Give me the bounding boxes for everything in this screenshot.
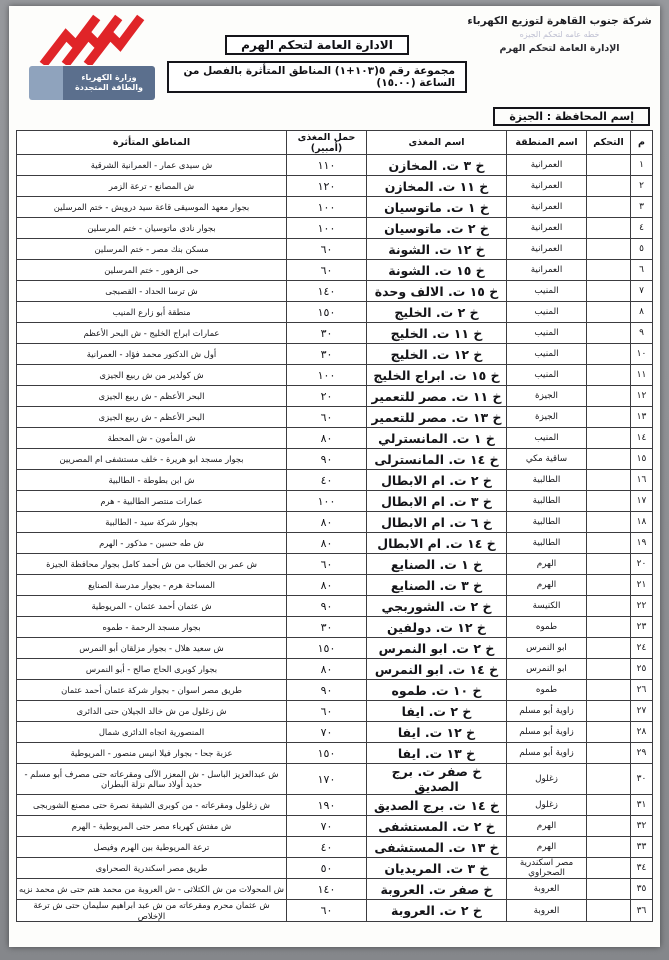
control-cell [587, 155, 631, 176]
table-row [17, 764, 653, 795]
control-cell [587, 837, 631, 858]
row-number: ٢٨ [631, 722, 653, 743]
table-row [17, 323, 653, 344]
feeder-load: ١٤٠ [287, 281, 367, 302]
affected-areas: حى الزهور - ختم المرسلين [17, 260, 287, 281]
table-row [17, 795, 653, 816]
header-control: التحكم [587, 131, 631, 155]
area-name: العمرانية [507, 218, 587, 239]
feeder-name: خ ١٥ ت. الشونة [367, 260, 507, 281]
row-number: ١٧ [631, 491, 653, 512]
ministry-name [63, 66, 155, 100]
affected-areas: ش عثمان محرم ومقرعاته من ش عبد ابراهيم سليمان حتى ش ترعة الإخلاص [17, 900, 287, 922]
feeder-load: ٣٠ [287, 617, 367, 638]
feeder-name: خ ١٤ ت. ام الابطال [367, 533, 507, 554]
feeder-name: خ ٢ ت. الخليج [367, 302, 507, 323]
row-number: ١٣ [631, 407, 653, 428]
affected-areas: بجوار مسجد الرحمة - طموه [17, 617, 287, 638]
feeder-load: ١٠٠ [287, 365, 367, 386]
feeder-name: خ ٢ ت. ام الابطال [367, 470, 507, 491]
feeder-load: ٣٠ [287, 323, 367, 344]
area-name: الهرم [507, 575, 587, 596]
feeder-load: ٩٠ [287, 449, 367, 470]
table-row [17, 638, 653, 659]
row-number: ٣٦ [631, 900, 653, 922]
title-block [167, 11, 467, 93]
row-number: ١٠ [631, 344, 653, 365]
feeder-name: خ ٢ ت. العروبة [367, 900, 507, 922]
affected-areas: ش زغلول ومقرعاته - من كوبرى الشيفة نصرة حتى مصنع الشوربجى [17, 795, 287, 816]
table-header-row [17, 131, 653, 155]
affected-areas: أول ش الدكتور محمد فؤاد - العمرانية [17, 344, 287, 365]
row-number: ٣٢ [631, 816, 653, 837]
control-cell [587, 365, 631, 386]
feeder-load: ٦٠ [287, 554, 367, 575]
ministry-name-line2: والطاقة المتجددة [75, 83, 143, 92]
row-number: ٣٤ [631, 858, 653, 879]
affected-areas: عمارات منتصر الطالبية - هرم [17, 491, 287, 512]
table-row [17, 722, 653, 743]
affected-areas: ش سيدى عمار - العمرانية الشرقية [17, 155, 287, 176]
feeder-name: خ صفر ت. برج الصديق [367, 764, 507, 795]
feeder-load: ١٢٠ [287, 176, 367, 197]
area-name: زاوية أبو مسلم [507, 701, 587, 722]
control-cell [587, 239, 631, 260]
area-name: الجيزة [507, 407, 587, 428]
feeder-load: ٦٠ [287, 900, 367, 922]
feeder-name: خ ١٢ ت. الشونة [367, 239, 507, 260]
table-row [17, 900, 653, 922]
area-name: الهرم [507, 837, 587, 858]
control-cell [587, 701, 631, 722]
row-number: ٢٦ [631, 680, 653, 701]
affected-areas: بجوار كوبرى الحاج صالح - أبو النمرس [17, 659, 287, 680]
group-title: مجموعة رقم ٥(١٠٣+١) المناطق المتأثرة بالفصل من الساعة (١٥.٠٠) [167, 61, 467, 93]
control-cell [587, 659, 631, 680]
feeder-load: ٤٠ [287, 470, 367, 491]
affected-areas: بجوار مسجد ابو هريرة - خلف مستشفى ام المصريين [17, 449, 287, 470]
affected-areas: المنصورية اتجاه الدائرى شمال [17, 722, 287, 743]
feeder-name: خ ١ ت. الصنايع [367, 554, 507, 575]
control-cell [587, 764, 631, 795]
affected-areas: مسكن بنك مصر - ختم المرسلين [17, 239, 287, 260]
feeder-load: ٣٠ [287, 344, 367, 365]
feeder-load: ٥٠ [287, 858, 367, 879]
area-name: العمرانية [507, 260, 587, 281]
feeder-name: خ ١٥ ت. ابراج الخليج [367, 365, 507, 386]
feeder-name: خ ١ ت. ماتوسيان [367, 197, 507, 218]
control-cell [587, 858, 631, 879]
row-number: ٩ [631, 323, 653, 344]
feeder-load: ١٥٠ [287, 302, 367, 323]
feeder-name: خ ١٠ ت. طموه [367, 680, 507, 701]
control-cell [587, 596, 631, 617]
feeder-name: خ ١١ ت. الخليج [367, 323, 507, 344]
control-cell [587, 428, 631, 449]
area-name: الطالبية [507, 470, 587, 491]
control-cell [587, 323, 631, 344]
feeder-load: ٩٠ [287, 680, 367, 701]
affected-areas: ش طه حسين - مذكور - الهرم [17, 533, 287, 554]
table-row [17, 659, 653, 680]
feeder-name: خ ١٢ ت. دولفين [367, 617, 507, 638]
area-name: ابو النمرس [507, 659, 587, 680]
row-number: ٢ [631, 176, 653, 197]
feeder-name: خ ٢ ت. ايفا [367, 701, 507, 722]
table-row [17, 470, 653, 491]
control-cell [587, 449, 631, 470]
feeder-name: خ ١٣ ت. مصر للتعمير [367, 407, 507, 428]
table-row [17, 879, 653, 900]
area-name: مصر اسكندرية الصحراوي [507, 858, 587, 879]
table-row [17, 386, 653, 407]
row-number: ٣٠ [631, 764, 653, 795]
feeder-load: ١٠٠ [287, 491, 367, 512]
affected-areas: ش سعيد هلال - بجوار مزلقان أبو النمرس [17, 638, 287, 659]
feeder-load: ٨٠ [287, 533, 367, 554]
feeder-name: خ ١١ ت. المخازن [367, 176, 507, 197]
feeder-name: خ ١٤ ت. المانسترلى [367, 449, 507, 470]
feeder-load: ٧٠ [287, 722, 367, 743]
control-cell [587, 344, 631, 365]
governorate-row [9, 105, 660, 130]
table-row [17, 281, 653, 302]
control-cell [587, 638, 631, 659]
area-name: طموه [507, 617, 587, 638]
table-row [17, 428, 653, 449]
control-cell [587, 795, 631, 816]
company-header [467, 11, 652, 56]
table-row [17, 858, 653, 879]
feeder-load: ٧٠ [287, 816, 367, 837]
control-cell [587, 260, 631, 281]
row-number: ٢٤ [631, 638, 653, 659]
affected-areas: ش عمر بن الخطاب من ش أحمد كامل بجوار محافظة الجيزة [17, 554, 287, 575]
row-number: ١٨ [631, 512, 653, 533]
control-cell [587, 722, 631, 743]
table-row [17, 239, 653, 260]
control-cell [587, 491, 631, 512]
feeder-load: ٢٠ [287, 386, 367, 407]
table-row [17, 218, 653, 239]
area-name: الجيزة [507, 386, 587, 407]
feeder-load: ٩٠ [287, 596, 367, 617]
feeder-load: ٦٠ [287, 239, 367, 260]
control-cell [587, 407, 631, 428]
control-cell [587, 743, 631, 764]
area-name: زغلول [507, 764, 587, 795]
row-number: ٥ [631, 239, 653, 260]
control-cell [587, 533, 631, 554]
ministry-logo-band [29, 66, 155, 100]
area-name: المنيب [507, 344, 587, 365]
area-name: العمرانية [507, 176, 587, 197]
feeder-name: خ ١ ت. المانسترلي [367, 428, 507, 449]
feeder-load: ٤٠ [287, 837, 367, 858]
feeder-name: خ ١١ ت. مصر للتعمير [367, 386, 507, 407]
area-name: العروبة [507, 879, 587, 900]
area-name: العمرانية [507, 155, 587, 176]
control-cell [587, 617, 631, 638]
affected-areas: منطقة أبو زارع المنيب [17, 302, 287, 323]
lightning-zigzag-icon [32, 13, 152, 65]
header-feeder: اسم المغذى [367, 131, 507, 155]
area-name: زغلول [507, 795, 587, 816]
document-page [9, 6, 660, 947]
area-name: المنيب [507, 281, 587, 302]
logo-light-box [29, 66, 63, 100]
area-name: المنيب [507, 323, 587, 344]
feeder-name: خ ٢ ت. الشوربجي [367, 596, 507, 617]
feeder-load: ٨٠ [287, 575, 367, 596]
header-affected: المناطق المتأثرة [17, 131, 287, 155]
area-name: المنيب [507, 302, 587, 323]
feeder-name: خ ١٤ ت. ابو النمرس [367, 659, 507, 680]
feeder-name: خ ٢ ت. ماتوسيان [367, 218, 507, 239]
table-row [17, 533, 653, 554]
row-number: ٢٠ [631, 554, 653, 575]
feeder-name: خ صفر ت. العروبة [367, 879, 507, 900]
row-number: ٢١ [631, 575, 653, 596]
affected-areas: ش ابن بطوطة - الطالبية [17, 470, 287, 491]
feeder-load: ٨٠ [287, 659, 367, 680]
table-row [17, 176, 653, 197]
feeder-name: خ ٢ ت. ابو النمرس [367, 638, 507, 659]
affected-areas: ش مفتش كهرباء مصر حتى المريوطية - الهرم [17, 816, 287, 837]
area-name: ابو النمرس [507, 638, 587, 659]
feeder-load: ١٩٠ [287, 795, 367, 816]
table-row [17, 837, 653, 858]
department-title: الادارة العامة لتحكم الهرم [225, 35, 409, 55]
area-name: العمرانية [507, 239, 587, 260]
row-number: ١٩ [631, 533, 653, 554]
affected-areas: بجوار شركة سيد - الطالبية [17, 512, 287, 533]
feeder-load: ٦٠ [287, 701, 367, 722]
affected-areas: ش المحولات من ش الكثلاثى - ش العروبة من محمد هتم حتى ش محمد نزيه [17, 879, 287, 900]
area-name: المنيب [507, 428, 587, 449]
table-row [17, 302, 653, 323]
control-cell [587, 554, 631, 575]
feeder-name: خ ١٢ ت. الخليج [367, 344, 507, 365]
area-name: الطالبية [507, 533, 587, 554]
area-name: طموه [507, 680, 587, 701]
control-cell [587, 218, 631, 239]
feeder-load: ١٧٠ [287, 764, 367, 795]
row-number: ٣١ [631, 795, 653, 816]
control-cell [587, 900, 631, 922]
table-row [17, 407, 653, 428]
table-row [17, 596, 653, 617]
table-row [17, 680, 653, 701]
company-subtitle: خطه عامه لتحكم الجيزه [519, 30, 600, 40]
control-cell [587, 680, 631, 701]
affected-areas: ش زغلول من ش خالد الجيلان حتى الدائرى [17, 701, 287, 722]
feeder-name: خ ٣ ت. المريديان [367, 858, 507, 879]
row-number: ١٥ [631, 449, 653, 470]
feeder-load: ١٠٠ [287, 218, 367, 239]
table-row [17, 554, 653, 575]
table-row [17, 701, 653, 722]
table-row [17, 344, 653, 365]
control-cell [587, 816, 631, 837]
header-load: حمل المغذى (أمبير) [287, 131, 367, 155]
row-number: ٢٣ [631, 617, 653, 638]
control-cell [587, 879, 631, 900]
row-number: ١ [631, 155, 653, 176]
control-cell [587, 470, 631, 491]
area-name: الهرم [507, 554, 587, 575]
row-number: ٢٩ [631, 743, 653, 764]
affected-areas: ش المصانع - ترعة الزمر [17, 176, 287, 197]
row-number: ٣٣ [631, 837, 653, 858]
feeder-name: خ ٦ ت. ام الابطال [367, 512, 507, 533]
feeder-name: خ ٣ ت. الصنايع [367, 575, 507, 596]
row-number: ٢٧ [631, 701, 653, 722]
feeder-name: خ ٣ ت. المخازن [367, 155, 507, 176]
control-cell [587, 176, 631, 197]
table-row [17, 617, 653, 638]
area-name: الكنيسة [507, 596, 587, 617]
affected-areas: طريق مصر اسوان - بجوار شركة عثمان أحمد عثمان [17, 680, 287, 701]
table-row [17, 155, 653, 176]
feeder-name: خ ١٣ ت. المستشفى [367, 837, 507, 858]
row-number: ١١ [631, 365, 653, 386]
row-number: ١٤ [631, 428, 653, 449]
table-row [17, 816, 653, 837]
feeder-name: خ ١٤ ت. برج الصديق [367, 795, 507, 816]
row-number: ٢٥ [631, 659, 653, 680]
feeder-name: خ ١٣ ت. ايفا [367, 743, 507, 764]
affected-areas: بجوار نادى ماتوسيان - ختم المرسلين [17, 218, 287, 239]
affected-areas: البحر الأعظم - ش ربيع الجيزى [17, 386, 287, 407]
header-num: م [631, 131, 653, 155]
feeder-load: ٨٠ [287, 512, 367, 533]
row-number: ١٢ [631, 386, 653, 407]
area-name: الطالبية [507, 512, 587, 533]
control-cell [587, 197, 631, 218]
row-number: ٦ [631, 260, 653, 281]
row-number: ١٦ [631, 470, 653, 491]
table-row [17, 575, 653, 596]
outage-table [16, 130, 653, 922]
table-row [17, 743, 653, 764]
affected-areas: ش المأمون - ش المحطة [17, 428, 287, 449]
feeder-load: ١٤٠ [287, 879, 367, 900]
control-cell [587, 386, 631, 407]
area-name: ساقية مكي [507, 449, 587, 470]
area-name: الطالبية [507, 491, 587, 512]
feeder-load: ١٥٠ [287, 743, 367, 764]
control-cell [587, 281, 631, 302]
row-number: ٤ [631, 218, 653, 239]
control-cell [587, 512, 631, 533]
company-department: الإدارة العامة لتحكم الهرم [499, 42, 620, 54]
table-row [17, 197, 653, 218]
area-name: الهرم [507, 816, 587, 837]
row-number: ٣ [631, 197, 653, 218]
feeder-load: ١٠٠ [287, 197, 367, 218]
area-name: زاوية أبو مسلم [507, 722, 587, 743]
feeder-load: ٨٠ [287, 428, 367, 449]
table-row [17, 491, 653, 512]
governorate-label: إسم المحافظة : الجيزة [493, 107, 650, 126]
row-number: ٧ [631, 281, 653, 302]
row-number: ٢٢ [631, 596, 653, 617]
header-area: اسم المنطقة [507, 131, 587, 155]
affected-areas: ش ترسا الحداد - القصبجى [17, 281, 287, 302]
affected-areas: ش كولدير من ش ربيع الجيزى [17, 365, 287, 386]
row-number: ٨ [631, 302, 653, 323]
affected-areas: عمارات ابراج الخليج - ش البحر الأعظم [17, 323, 287, 344]
control-cell [587, 302, 631, 323]
ministry-name-line1: وزارة الكهرباء [81, 72, 137, 82]
table-row [17, 449, 653, 470]
feeder-load: ١٥٠ [287, 638, 367, 659]
ministry-logo [17, 11, 167, 100]
affected-areas: ترعة المريوطية بين الهرم وفيصل [17, 837, 287, 858]
affected-areas: بجوار معهد الموسيقى قاعة سيد درويش - ختم المرسلين [17, 197, 287, 218]
feeder-name: خ ١٥ ت. الالف وحدة [367, 281, 507, 302]
area-name: العروبة [507, 900, 587, 922]
feeder-load: ٦٠ [287, 407, 367, 428]
affected-areas: البحر الأعظم - ش ربيع الجيزى [17, 407, 287, 428]
table-row [17, 260, 653, 281]
feeder-load: ١١٠ [287, 155, 367, 176]
affected-areas: عزبة جحا - بجوار فيلا انيس منصور - المريوطية [17, 743, 287, 764]
area-name: المنيب [507, 365, 587, 386]
table-row [17, 365, 653, 386]
feeder-name: خ ٢ ت. المستشفى [367, 816, 507, 837]
feeder-load: ٦٠ [287, 260, 367, 281]
control-cell [587, 575, 631, 596]
area-name: زاوية أبو مسلم [507, 743, 587, 764]
table-row [17, 512, 653, 533]
area-name: العمرانية [507, 197, 587, 218]
feeder-name: خ ١٢ ت. ايفا [367, 722, 507, 743]
affected-areas: طريق مصر اسكندرية الصحراوى [17, 858, 287, 879]
row-number: ٣٥ [631, 879, 653, 900]
feeder-name: خ ٣ ت. ام الابطال [367, 491, 507, 512]
page-header [9, 6, 660, 105]
affected-areas: ش عثمان أحمد عثمان - المريوطية [17, 596, 287, 617]
affected-areas: المساحة هرم - بجوار مدرسة الصنايع [17, 575, 287, 596]
company-name: شركة جنوب القاهرة لتوزيع الكهرباء [467, 15, 652, 27]
affected-areas: ش عبدالعزيز الباسل - ش المعزر الآلى ومقرعاته حتى مصرف أبو مسلم - حديد أولاد سالم نزلة البطران [17, 764, 287, 795]
